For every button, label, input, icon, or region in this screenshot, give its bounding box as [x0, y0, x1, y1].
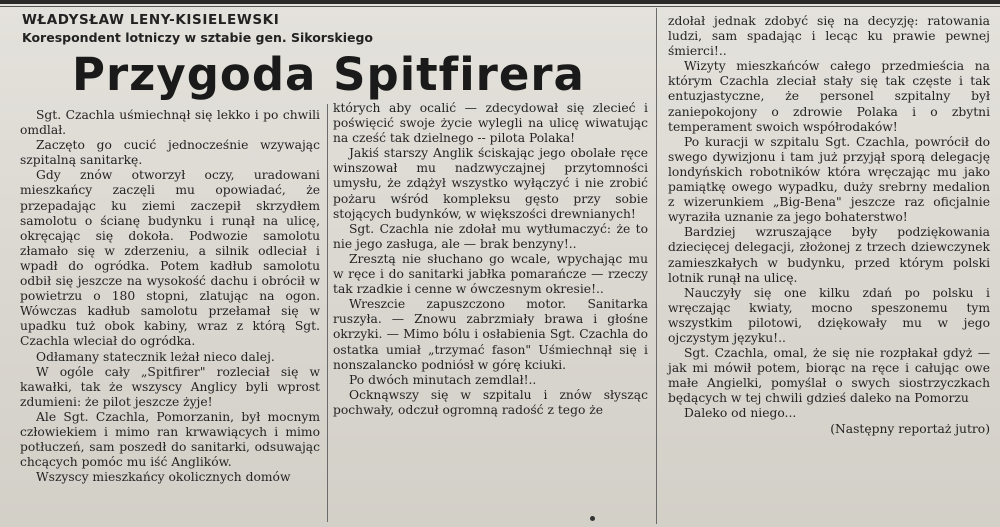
next-report-note: (Następny reportaż jutro) — [830, 421, 990, 436]
paragraph: Sgt. Czachla nie zdołał mu wytłumaczyć: że to nie jego zasługa, ale — brak benzyny!.. — [333, 221, 648, 251]
paragraph: Gdy znów otworzył oczy, uradowani mieszkańcy zaczęli mu opowiadać, że przepadając ku ziemi zaczepił skrzydłem samolotu o ścianę budynku i runął na ulicę, okręcając się dokoła. Podwozie samolotu złamało się w zderzeniu, a silnik odleciał i wpadł do ogródka. Potem kadłub samolotu odbił się jeszcze na wysokość dachu i obrócił w powietrzu o 180 stopni, zlatując na ogon. Wówczas kadłub samolotu przełamał się w upadku tuż obok kabiny, wraz z którą Sgt. Czachla wleciał do ogródka. — [20, 168, 320, 349]
paragraph: Sgt. Czachla uśmiechnął się lekko i po chwili omdlał. — [20, 108, 320, 138]
top-rule-thin — [0, 6, 1000, 7]
paragraph: zdołał jednak zdobyć się na decyzję: ratowania ludzi, sam spadając i lecąc ku prawie pewnej śmierci!.. — [668, 14, 990, 59]
paragraph: Jakiś starszy Anglik ściskając jego obolałe ręce winszował mu nadzwyczajnej przytomności umysłu, że zdążył wszystko wyłączyć i nie zrobić pożaru wśród kompleksu gęsto przy sobie stojących budynków, w większości drewnianych! — [333, 146, 648, 221]
paragraph: Odłamany statecznik leżał nieco dalej. — [36, 349, 275, 364]
top-rule — [0, 0, 1000, 4]
paragraph: Zresztą nie słuchano go wcale, wpychając mu w ręce i do sanitarki jabłka pomarańcze — rzeczy tak rzadkie i cenne w ówczesnym okresie!.. — [333, 251, 648, 297]
column-divider-1 — [327, 104, 328, 522]
paragraph: których aby ocalić — zdecydował się zlecieć i poświęcić swoje życie wylegli na ulicę wiwatując na cześć tak dzielnego -- pilota Polaka! — [333, 101, 648, 146]
paragraph: Sgt. Czachla, omal, że się nie rozpłakał gdyż — jak mi mówił potem, biorąc na ręce i całując owe małe Angielki, pomyślał o swych siostrzyczkach będących w tej chwili gdzieś daleko na Pomorzu — [668, 346, 990, 406]
paragraph: Wreszcie zapuszczono motor. Sanitarka ruszyła. — Znowu zabrzmiały brawa i głośne okrzyki. — Mimo bólu i osłabienia Sgt. Czachla do ostatka umiał „trzymać fason" Uśmiechnął się i nonszalancko podniósł w górę kciuki. — [333, 297, 648, 372]
paragraph: Ale Sgt. Czachla, Pomorzanin, był mocnym człowiekiem i mimo ran krwawiących i mimo potłuczeń, sam poszedł do sanitarki, odsuwając chcących pomóc mu iść Anglików. — [20, 409, 320, 470]
headline: Przygoda Spitfirera — [72, 48, 585, 101]
column-divider-2 — [656, 8, 657, 524]
paragraph: W ogóle cały „Spitfirer" rozleciał się w kawałki, tak że wszyscy Anglicy byli wprost zdumieni: że pilot jeszcze żyje! — [20, 364, 320, 409]
paragraph: Po kuracji w szpitalu Sgt. Czachla, powrócił do swego dywizjonu i tam już przyjął sporą delegację londyńskich robotników która wręczając mu jako pamiątkę owego wypadku, duży srebrny medalion z wizerunkiem „Big-Bena" jeszcze raz oficjalnie wyraziła uznanie za jego bohaterstwo! — [668, 134, 990, 225]
paragraph: Po dwóch minutach zemdlał!.. — [349, 372, 537, 387]
print-dot — [590, 516, 595, 521]
article-column-3 — [668, 14, 990, 437]
paragraph: Ocknąwszy się w szpitalu i znów słysząc pochwały, odczuł ogromną radość z tego że — [333, 387, 648, 417]
paragraph: Wszyscy mieszkańcy okolicznych domów — [36, 470, 291, 485]
paragraph: Zaczęto go cucić jednocześnie wzywając szpitalną sanitarkę. — [20, 138, 320, 168]
author-role: Korespondent lotniczy w sztabie gen. Sikorskiego — [22, 30, 374, 45]
author-byline: WŁADYSŁAW LENY-KISIELEWSKI — [22, 12, 280, 28]
paragraph: Wizyty mieszkańców całego przedmieścia na którym Czachla zleciał stały się tak częste i tak entuzjastyczne, że personel szpitalny był zaniepokojony o zdrowie Polaka i o zbytni temperament swoich współrodaków! — [668, 59, 990, 134]
article-column-2 — [333, 101, 648, 418]
paragraph: Bardziej wzruszające były podziękowania dziecięcej delegacji, złożonej z trzech dziewczynek zamieszkałych w budynku, przed którym polski lotnik runął na ulicę. — [668, 225, 990, 285]
paragraph: Daleko od niego... — [684, 406, 797, 421]
paragraph: Nauczyły się one kilku zdań po polsku i wręczając kwiaty, mocno speszonemu tym wszystkim pilotowi, dziękowały mu w jego ojczystym języku!.. — [668, 285, 990, 345]
article-column-1 — [20, 108, 320, 485]
